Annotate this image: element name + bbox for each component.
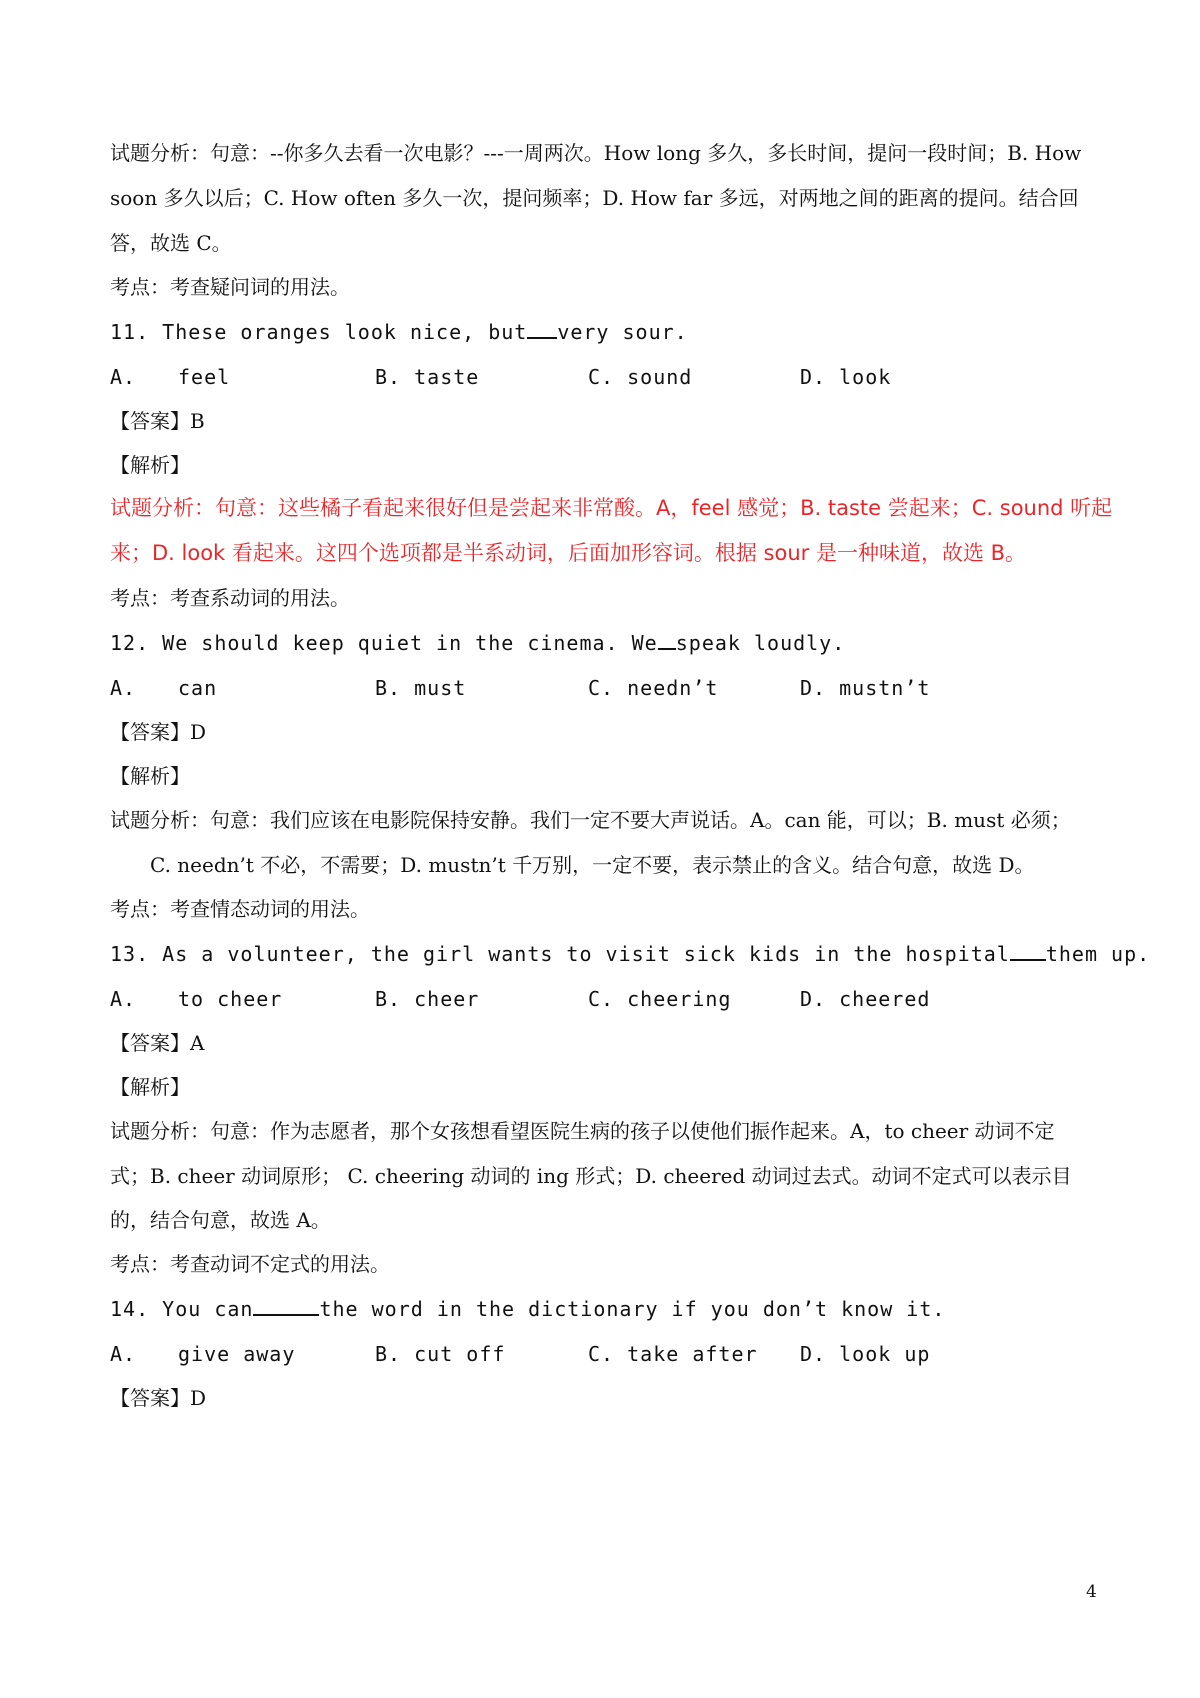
kaodian-line: 考点：考查情态动词的用法。 <box>110 897 370 921</box>
answer-line: 【答案】D <box>110 720 207 744</box>
option-a: can <box>178 676 218 700</box>
answer-line: 【答案】A <box>110 1031 205 1055</box>
answer-line: 【答案】B <box>110 409 205 433</box>
option-a: to cheer <box>178 987 283 1011</box>
analysis-line: 式；B. cheer 动词原形； C. cheering 动词的 ing 形式；D. cheered 动词过去式。动词不定式可以表示目 <box>110 1164 1072 1188</box>
option-a-label: A. <box>110 987 137 1011</box>
answer-line: 【答案】D <box>110 1386 207 1410</box>
option-b: B. cut off <box>375 1342 506 1366</box>
analysis-line: C. needn’t 不必，不需要；D. mustn’t 千万别，一定不要，表示禁止的含义。结合句意，故选 D。 <box>150 853 1035 877</box>
question-text: very sour. <box>557 320 688 344</box>
option-d: D. look up <box>800 1342 931 1366</box>
analysis-line: 试题分析：句意：作为志愿者，那个女孩想看望医院生病的孩子以使他们振作起来。A，to cheer 动词不定 <box>110 1119 1055 1143</box>
option-d: D. look <box>800 365 892 389</box>
option-b: B. must <box>375 676 467 700</box>
option-a: feel <box>178 365 231 389</box>
page-number: 4 <box>1086 1582 1097 1602</box>
jiexi-heading: 【解析】 <box>110 453 190 477</box>
jiexi-heading: 【解析】 <box>110 1075 190 1099</box>
option-a: give away <box>178 1342 296 1366</box>
option-c: C. needn’t <box>588 676 719 700</box>
question-text: 14. You can <box>110 1297 254 1321</box>
option-a-label: A. <box>110 365 137 389</box>
question-14 <box>110 1294 1100 1324</box>
option-c: C. take after <box>588 1342 758 1366</box>
analysis-line: soon 多久以后；C. How often 多久一次，提问频率；D. How far 多远，对两地之间的距离的提问。结合回 <box>110 186 1079 210</box>
analysis-line: 试题分析：句意：我们应该在电影院保持安静。我们一定不要大声说话。A。can 能，可以；B. must 必须； <box>110 808 1071 832</box>
highlighted-analysis: 来；D. look 看起来。这四个选项都是半系动词，后面加形容词。根据 sour 是一种味道，故选 B。 <box>110 541 1027 565</box>
jiexi-heading: 【解析】 <box>110 764 190 788</box>
option-a-label: A. <box>110 1342 137 1366</box>
question-13 <box>110 939 1151 969</box>
question-text: them up. <box>1045 942 1151 966</box>
question-11 <box>110 317 1100 347</box>
analysis-line: 试题分析：句意：--你多久去看一次电影？---一周两次。How long 多久，多长时间，提问一段时间；B. How <box>110 141 1082 165</box>
answer-blank <box>1010 941 1046 961</box>
highlighted-analysis: 试题分析：句意：这些橘子看起来很好但是尝起来非常酸。A，feel 感觉；B. taste 尝起来；C. sound 听起 <box>110 496 1113 520</box>
analysis-line: 的，结合句意，故选 A。 <box>110 1208 331 1232</box>
option-d: D. cheered <box>800 987 931 1011</box>
answer-blank <box>658 630 676 650</box>
analysis-line: 答，故选 C。 <box>110 231 232 255</box>
question-text: speak loudly. <box>675 631 846 655</box>
answer-blank <box>253 1296 319 1316</box>
question-12 <box>110 628 1100 658</box>
kaodian-line: 考点：考查系动词的用法。 <box>110 586 350 610</box>
option-b: B. taste <box>375 365 480 389</box>
question-text: 11. These oranges look nice, but <box>110 320 528 344</box>
option-c: C. cheering <box>588 987 732 1011</box>
question-text: 12. We should keep quiet in the cinema. We <box>110 631 658 655</box>
answer-blank <box>527 319 557 339</box>
question-text: the word in the dictionary if you don’t know it. <box>319 1297 946 1321</box>
option-b: B. cheer <box>375 987 480 1011</box>
option-c: C. sound <box>588 365 693 389</box>
kaodian-line: 考点：考查疑问词的用法。 <box>110 275 350 299</box>
kaodian-line: 考点：考查动词不定式的用法。 <box>110 1252 390 1276</box>
option-a-label: A. <box>110 676 137 700</box>
option-d: D. mustn’t <box>800 676 931 700</box>
question-text: 13. As a volunteer, the girl wants to visit sick kids in the hospital <box>110 942 1010 966</box>
